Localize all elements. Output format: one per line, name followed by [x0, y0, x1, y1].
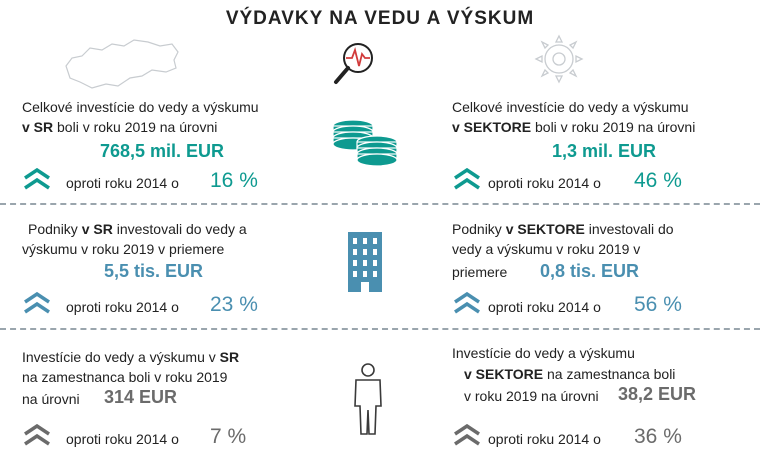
magnifier-pulse-icon: [328, 38, 384, 88]
page-title: VÝDAVKY NA VEDU A VÝSKUM: [225, 8, 535, 29]
row3-right-value: 38,2 EUR: [618, 384, 697, 404]
row2-left-value: 5,5 tis. EUR: [104, 261, 204, 281]
row1-left-value: 768,5 mil. EUR: [100, 141, 225, 161]
row1-right-pct: 46 %: [634, 169, 682, 192]
gear-icon: [532, 32, 586, 86]
row1-right-value: 1,3 mil. EUR: [552, 141, 657, 161]
row-separator: [0, 328, 760, 330]
slovakia-map-icon: [62, 36, 182, 92]
row3-right-pct: 36 %: [634, 425, 682, 448]
row3-left-line1: Investície do vedy a výskumu v SR: [22, 349, 240, 365]
chevron-up-icon: [22, 292, 52, 314]
coins-icon: [325, 112, 405, 172]
row2-right-compare: oproti roku 2014 o: [488, 299, 601, 315]
row3-left-compare: oproti roku 2014 o: [66, 431, 179, 447]
row1-left-pct: 16 %: [210, 169, 258, 192]
row2-right-line3: priemere: [452, 264, 508, 280]
row3-left-value: 314 EUR: [104, 387, 178, 407]
row2-right-line2: vedy a výskumu v roku 2019 v: [452, 241, 641, 257]
row3-left-line3: na úrovni: [22, 391, 80, 407]
row2-right-pct: 56 %: [634, 293, 682, 316]
row2-right-value: 0,8 tis. EUR: [540, 261, 640, 281]
row1-left-line2: v SR boli v roku 2019 na úrovni: [22, 119, 218, 135]
row2-left-compare: oproti roku 2014 o: [66, 299, 179, 315]
row-separator: [0, 203, 760, 205]
row1-right-line2: v SEKTORE boli v roku 2019 na úrovni: [452, 119, 696, 135]
row3-right-line1: Investície do vedy a výskumu: [452, 345, 635, 361]
row2-right-line1: Podniky v SEKTORE investovali do: [452, 221, 674, 237]
row1-left-line1: Celkové investície do vedy a výskumu: [22, 99, 259, 115]
row2-left-pct: 23 %: [210, 293, 258, 316]
chevron-up-icon: [452, 424, 482, 446]
row3-right-line3: v roku 2019 na úrovni: [464, 388, 599, 404]
chevron-up-icon: [22, 424, 52, 446]
chevron-up-icon: [22, 168, 52, 190]
chevron-up-icon: [452, 292, 482, 314]
row2-left-line1: Podniky v SR investovali do vedy a: [28, 221, 247, 237]
row3-left-line2: na zamestnanca boli v roku 2019: [22, 369, 228, 385]
row3-right-line2: v SEKTORE na zamestnanca boli: [464, 366, 676, 382]
building-icon: [344, 228, 386, 294]
row1-right-line1: Celkové investície do vedy a výskumu: [452, 99, 689, 115]
row3-left-pct: 7 %: [210, 425, 247, 448]
row3-right-compare: oproti roku 2014 o: [488, 431, 601, 447]
row1-left-compare: oproti roku 2014 o: [66, 175, 179, 191]
row2-left-line2: výskumu v roku 2019 v priemere: [22, 241, 225, 257]
row1-right-compare: oproti roku 2014 o: [488, 175, 601, 191]
person-icon: [348, 362, 388, 436]
chevron-up-icon: [452, 168, 482, 190]
